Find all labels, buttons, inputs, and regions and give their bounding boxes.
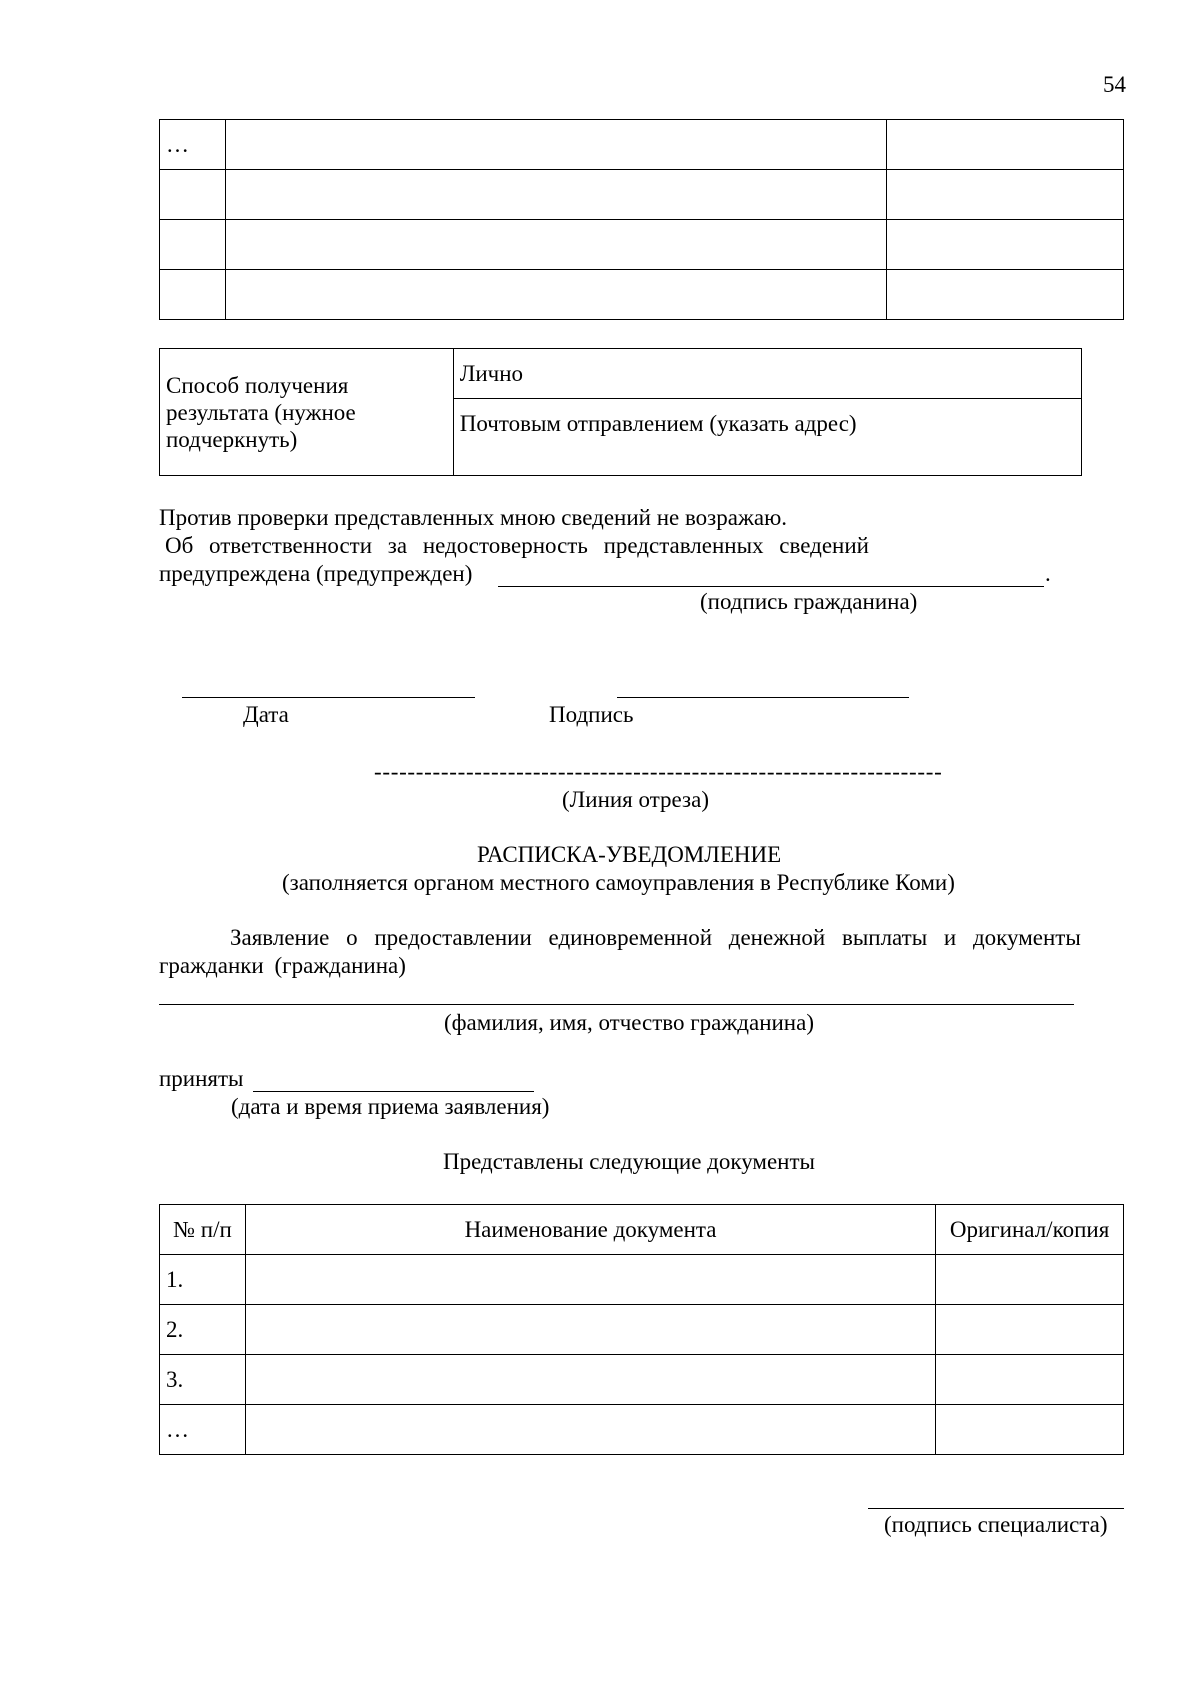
top-table bbox=[159, 119, 1124, 320]
table-cell: 1. bbox=[160, 1255, 246, 1305]
table-row bbox=[160, 1255, 1124, 1305]
statement-line-2: гражданки (гражданина) bbox=[159, 953, 406, 978]
accepted-date-line[interactable] bbox=[253, 1091, 534, 1092]
statement-line-1: Заявление о предоставлении единовременной денежной выплаты и документы bbox=[230, 925, 1081, 950]
table-cell[interactable] bbox=[887, 170, 1124, 220]
signature-label: Подпись bbox=[549, 702, 634, 727]
receipt-title: РАСПИСКА-УВЕДОМЛЕНИЕ bbox=[477, 842, 782, 867]
page-number: 54 bbox=[1103, 72, 1126, 97]
table-cell[interactable] bbox=[936, 1355, 1124, 1405]
table-row bbox=[160, 170, 1124, 220]
table-cell[interactable] bbox=[245, 1355, 935, 1405]
table-row bbox=[160, 220, 1124, 270]
table-cell[interactable] bbox=[936, 1305, 1124, 1355]
table-cell[interactable] bbox=[160, 220, 226, 270]
specialist-signature-caption: (подпись специалиста) bbox=[884, 1512, 1108, 1537]
consent-period: . bbox=[1045, 561, 1051, 586]
column-header-original-copy: Оригинал/копия bbox=[936, 1205, 1124, 1255]
table-cell[interactable] bbox=[160, 270, 226, 320]
table-cell[interactable] bbox=[245, 1305, 935, 1355]
table-cell[interactable] bbox=[887, 270, 1124, 320]
table-cell[interactable] bbox=[245, 1405, 935, 1455]
table-cell: 3. bbox=[160, 1355, 246, 1405]
specialist-signature-line[interactable] bbox=[868, 1508, 1124, 1509]
method-option-in-person[interactable]: Лично bbox=[453, 349, 1081, 399]
table-cell[interactable] bbox=[887, 120, 1124, 170]
consent-line-3: предупреждена (предупрежден) bbox=[159, 561, 473, 586]
method-label: Способ получения результата (нужное подчеркнуть) bbox=[160, 349, 454, 476]
table-cell[interactable] bbox=[225, 120, 886, 170]
table-cell: 2. bbox=[160, 1305, 246, 1355]
table-cell[interactable] bbox=[225, 170, 886, 220]
column-header-document-name: Наименование документа bbox=[245, 1205, 935, 1255]
signature-line[interactable] bbox=[617, 697, 909, 698]
date-line[interactable] bbox=[182, 697, 475, 698]
table-row bbox=[160, 120, 1124, 170]
date-label: Дата bbox=[243, 702, 289, 727]
citizen-signature-caption: (подпись гражданина) bbox=[700, 589, 918, 614]
accepted-label: приняты bbox=[159, 1066, 244, 1091]
table-row bbox=[160, 1355, 1124, 1405]
table-cell: … bbox=[160, 1405, 246, 1455]
table-row bbox=[160, 349, 1082, 399]
consent-line-2 bbox=[165, 533, 918, 559]
table-cell[interactable] bbox=[245, 1255, 935, 1305]
consent-line-1: Против проверки представленных мною сведений не возражаю. bbox=[159, 505, 787, 530]
table-cell[interactable] bbox=[225, 270, 886, 320]
method-table bbox=[159, 348, 1082, 476]
table-cell[interactable] bbox=[887, 220, 1124, 270]
table-row bbox=[160, 270, 1124, 320]
cut-line-dashes: -------------------------------------------------------------------- bbox=[374, 759, 943, 784]
table-row bbox=[160, 1305, 1124, 1355]
method-option-mail[interactable]: Почтовым отправлением (указать адрес) bbox=[453, 399, 1081, 476]
table-cell[interactable]: … bbox=[160, 120, 226, 170]
table-row bbox=[160, 1405, 1124, 1455]
citizen-signature-line[interactable] bbox=[498, 586, 1044, 587]
citizen-name-caption: (фамилия, имя, отчество гражданина) bbox=[444, 1010, 814, 1035]
documents-heading: Представлены следующие документы bbox=[443, 1149, 815, 1174]
cut-line-label: (Линия отреза) bbox=[562, 787, 709, 812]
receipt-subtitle: (заполняется органом местного самоуправления в Республике Коми) bbox=[282, 870, 955, 895]
citizen-name-line[interactable] bbox=[159, 1004, 1074, 1005]
table-cell[interactable] bbox=[225, 220, 886, 270]
table-cell[interactable] bbox=[936, 1405, 1124, 1455]
table-cell[interactable] bbox=[936, 1255, 1124, 1305]
accepted-caption: (дата и время приема заявления) bbox=[231, 1094, 550, 1119]
documents-table bbox=[159, 1204, 1124, 1455]
consent-line-2-text: Об ответственности за недостоверность представленных сведений bbox=[165, 533, 869, 558]
table-cell[interactable] bbox=[160, 170, 226, 220]
column-header-number: № п/п bbox=[160, 1205, 246, 1255]
table-header-row bbox=[160, 1205, 1124, 1255]
